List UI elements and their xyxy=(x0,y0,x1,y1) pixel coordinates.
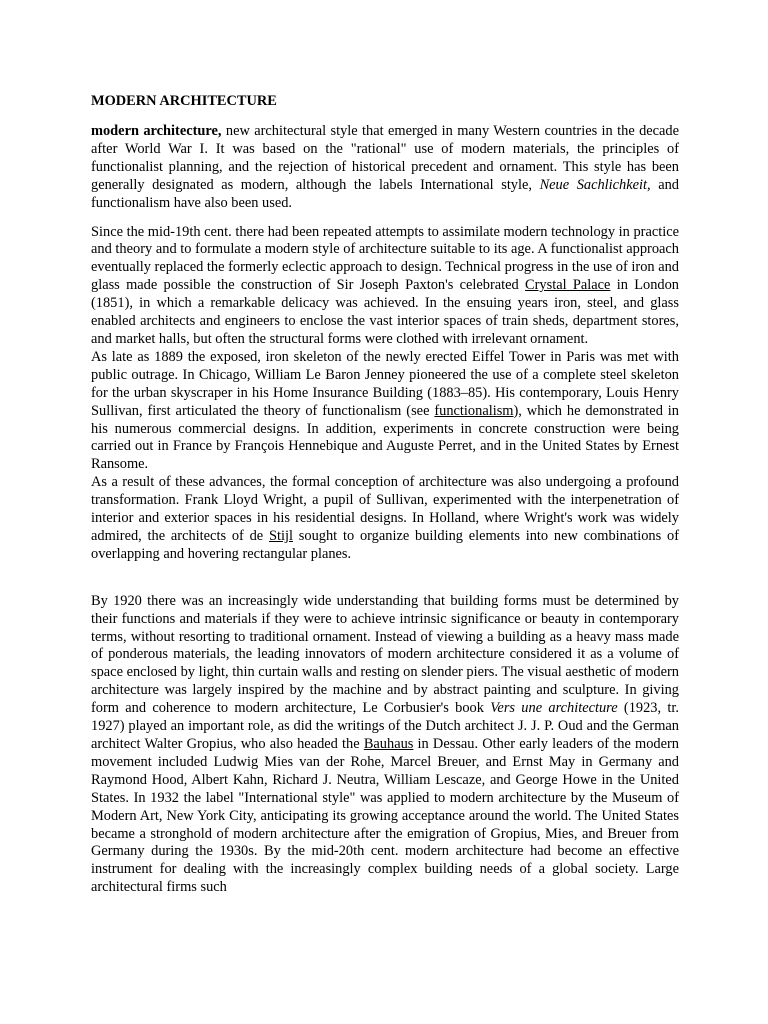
paragraph-history xyxy=(91,224,679,349)
paragraph-text: (1923, tr. 1927) played an important role, as did the writings of the Dutch architect J. J. P. Oud and the German architect Walter Gropius, who also headed the xyxy=(91,700,679,752)
paragraph-text: new architectural style that emerged in many Western countries in the decade after World War I. It was based on the "rational" use of modern materials, the principles of functionalist planning, and the rejection of historical precedent and ornament. This style has been generally designated as modern, although the labels International style, xyxy=(91,123,680,193)
paragraph-text: As late as 1889 the exposed, iron skeleton of the newly erected Eiffel Tower in Paris was met with public outrage. In Chicago, William Le Baron Jenney pioneered the use of a complete steel skeleton for the urban skyscraper in his Home Insurance Building (1883–85). His contemporary, Louis Henry Sullivan, first articulated the theory of functionalism (see xyxy=(91,348,679,419)
lead-term: modern architecture, xyxy=(91,123,222,139)
paragraph-text: By 1920 there was an increasingly wide understanding that building forms must be determined by their functions and materials if they were to achieve intrinsic significance or beauty in contemporary terms, without resorting to traditional ornament. Instead of viewing a building as a heavy mass made of ponderous materials, the leading innovators of modern architecture considered it as a volume of space enclosed by light, thin curtain walls and resting on slender piers. The visual aesthetic of modern architecture was largely inspired by the machine and by abstract painting and sculpture. In giving form and coherence to modern architecture, Le Corbusier's book xyxy=(91,592,679,717)
document-page xyxy=(91,92,679,897)
paragraph-eiffel xyxy=(91,349,679,474)
link-bauhaus[interactable]: Bauhaus xyxy=(363,736,414,752)
paragraph-text: Since the mid-19th cent. there had been repeated attempts to assimilate modern technology in practice and theory and to formulate a modern style of architecture suitable to its age. A functionalist approach eventually replaced the formerly eclectic approach to design. Technical progress in the use of iron and glass made possible the construction of Sir Joseph Paxton's celebrated xyxy=(91,223,679,294)
paragraph-text: and functionalism have also been used. xyxy=(91,176,679,211)
link-functionalism[interactable]: functionalism xyxy=(434,402,514,419)
paragraph-text: sought to organize building elements into new combinations of overlapping and hovering rectangular planes. xyxy=(91,527,679,562)
paragraph-text: ), which he demonstrated in his numerous commercial designs. In addition, experiments in concrete construction were being carried out in France by François Hennebique and Auguste Perret, and in the United States by Ernest Ransome. xyxy=(91,402,679,473)
italic-book-title: Vers une architecture xyxy=(490,700,618,717)
paragraph-text: in London (1851), in which a remarkable delicacy was achieved. In the ensuing years iron, steel, and glass enabled architects and engineers to enclose the vast interior spaces of train sheds, department stores, and market halls, but often the structural forms were clothed with irrelevant ornament. xyxy=(91,277,680,347)
paragraph-intro xyxy=(91,123,679,213)
paragraph-1920 xyxy=(91,593,679,897)
link-stijl[interactable]: Stijl xyxy=(269,527,293,544)
paragraph-transformation xyxy=(91,474,679,564)
paragraph-text: in Dessau. Other early leaders of the modern movement included Ludwig Mies van der Rohe, Marcel Breuer, and Ernst May in Germany and Raymond Hood, Albert Kahn, Richard J. Neutra, William Lescaze, and George Howe in the United States. In 1932 the label "International style" was applied to modern architecture by the Museum of Modern Art, New York City, anticipating its growing acceptance around the world. The United States became a stronghold of modern architecture after the emigration of Gropius, Mies, and Breuer from Germany during the 1930s. By the mid-20th cent. modern architecture had become an effective instrument for dealing with the increasingly complex building needs of a global society. Large architectural firms such xyxy=(91,736,679,896)
paragraph-text: As a result of these advances, the formal conception of architecture was also undergoing a profound transformation. Frank Lloyd Wright, a pupil of Sullivan, experimented with the interpenetration of interior and exterior spaces in his residential designs. In Holland, where Wright's work was widely admired, the architects of de xyxy=(91,474,679,544)
document-title: MODERN ARCHITECTURE xyxy=(91,93,277,109)
link-crystal-palace[interactable]: Crystal Palace xyxy=(525,277,611,294)
italic-term: Neue Sachlichkeit, xyxy=(539,176,651,193)
